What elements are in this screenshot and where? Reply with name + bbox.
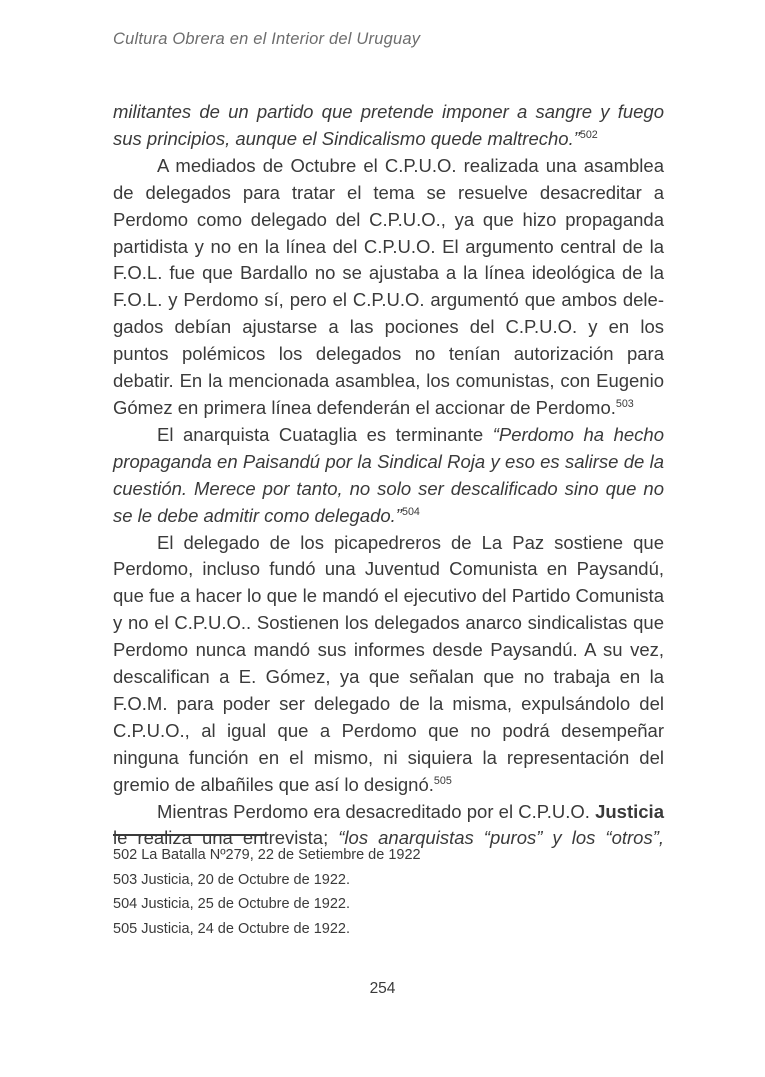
paragraph-2 (113, 153, 664, 422)
paragraph-4 (113, 530, 664, 799)
footnote-4: 505 Justicia, 24 de Octubre de 1922. (113, 920, 350, 937)
text-run: El delegado de los picapedreros de La Paz sostiene que Perdomo, incluso fundó una Juventud Comunista en Paysandú, que fue a hacer lo que le mandó el ejecutivo del Partido Comunista y no el C.P.U.O.. Sostienen los delegados anarco sindicalistas que Perdomo nunca mandó sus informes desde Paysandú. A su vez, descalifican a E. Gómez, ya que señalan que no trabaja en la F.O.M. para poder ser delegado de la misma, expulsándolo del C.P.U.O., al igual que a Perdomo que no podrá desempeñar ninguna función en el mismo, ni siquiera la representación del gremio de albañiles que así lo designó. (113, 531, 664, 795)
footnote-2: 503 Justicia, 20 de Octubre de 1922. (113, 871, 350, 888)
italic-run: “Perdomo ha hecho propaganda en Paisandú por la Sindical Roja y eso es salirse de la cuestión. Merece por tanto, no solo ser descalificado sino que no se le debe admitir como delegado.” (113, 423, 664, 526)
text-run: A mediados de Octubre el C.P.U.O. realizada una asamblea de delegados para tratar el tema se resuelve desacreditar a Perdomo como delegado del C.P.U.O., ya que hizo propaganda partidista y no en la línea del C.P.U.O. El argumento central de la F.O.L. fue que Bardallo no se ajustaba a la línea ideológica de la F.O.L. y Perdomo sí, pero el C.P.U.O. argumentó que ambos delegados debían ajustarse a las pociones del C.P.U.O. y en los puntos polémicos los delegados no tenían autorización para debatir. En la mencionada asamblea, los comunistas, con Eugenio Gómez en primera línea defenderán el accionar de Perdomo. (113, 154, 664, 418)
text-run: Mientras Perdomo era desacreditado por el C.P.U.O. (157, 800, 596, 822)
footnote-1: 502 La Batalla Nº279, 22 de Setiembre de 1922 (113, 847, 421, 863)
footnote-reference: 502 (579, 128, 598, 141)
footnotes (113, 843, 664, 941)
footnote-separator (113, 834, 267, 836)
paragraph-1 (113, 99, 664, 153)
footnote-reference: 505 (433, 774, 452, 787)
running-header: Cultura Obrera en el Interior del Uruguay (113, 30, 421, 48)
bold-run: Justicia (595, 800, 664, 822)
page-number: 254 (369, 980, 396, 997)
text-run: le realiza una entrevista; (113, 827, 339, 849)
italic-run: militantes de un partido que pretende imponer a sangre y fuego sus principios, aunque el Sindicalismo quede maltrecho.” (113, 101, 664, 149)
body-text (113, 99, 664, 852)
paragraph-3 (113, 422, 664, 530)
text-run: El anarquista Cuataglia es terminante (157, 423, 493, 445)
italic-run: “los anarquistas “puros” y los “otros”, (338, 827, 664, 849)
footnote-reference: 504 (401, 505, 420, 518)
footnote-3: 504 Justicia, 25 de Octubre de 1922. (113, 896, 350, 912)
footnote-reference: 503 (615, 397, 634, 410)
